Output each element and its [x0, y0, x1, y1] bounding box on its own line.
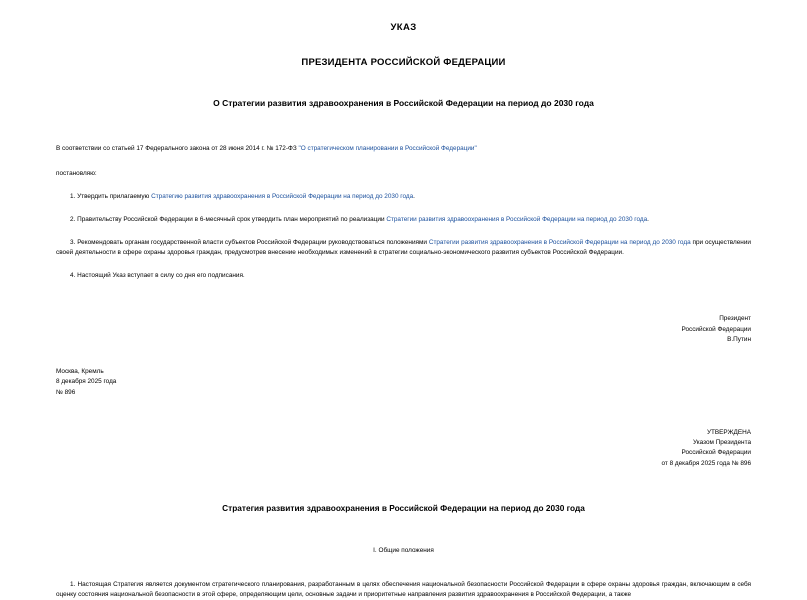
approval-block: [56, 428, 751, 469]
item-3-link[interactable]: Стратегии развития здравоохранения в Российской Федерации на период до 2030 года: [428, 238, 691, 246]
item-2-number: 2.: [70, 215, 78, 223]
item-1-link[interactable]: Стратегию развития здравоохранения в Российской Федерации на период до 2030 года: [151, 192, 414, 200]
date-line: 8 декабря 2025 года: [56, 378, 117, 386]
signature-line-2: Российской Федерации: [681, 325, 751, 333]
place-date-block: [56, 367, 751, 398]
document-title: УКАЗ: [390, 22, 417, 33]
item-1-number: 1.: [70, 192, 78, 200]
item-2-link[interactable]: Стратегии развития здравоохранения в Российской Федерации на период до 2030 года: [386, 215, 648, 223]
signature-line-3: В.Путин: [727, 335, 751, 343]
item-4-number: 4.: [70, 271, 78, 279]
decree-item-1: [56, 192, 751, 202]
item-2-text-after: .: [647, 215, 649, 223]
intro-law-link[interactable]: "О стратегическом планировании в Российской Федерации": [298, 145, 477, 152]
item-3-number: 3.: [70, 238, 78, 246]
item-2-text-before: Правительству Российской Федерации в 6-месячный срок утвердить план мероприятий по реализации: [77, 215, 387, 223]
intro-paragraph: [56, 144, 751, 154]
decree-item-2: [56, 215, 751, 225]
item-3-text-after: при осуществлении своей деятельности в сфере охраны здоровья граждан, предусмотрев внесение необходимых изменений в стратегии социально-экономического развития субъектов Российской Федерации.: [56, 238, 751, 256]
tail-paragraph: 1. Настоящая Стратегия является документом стратегического планирования, разработанным в целях обеспечения национальной безопасности Российской Федерации в сфере охраны здоровья граждан, включающим в себя оценку состояния национальной безопасности в этой сфере, определяющим цели, основные задачи и приоритетные направления развития здравоохранения в Российской Федерации, а также: [56, 580, 751, 599]
title-block: [56, 22, 751, 68]
document-page: [0, 22, 807, 599]
item-1-text-after: .: [413, 192, 415, 200]
signature-block: [56, 314, 751, 345]
number-line: № 896: [56, 388, 76, 396]
decree-item-3: [56, 238, 751, 258]
decree-item-4: [56, 271, 751, 281]
document-heading: О Стратегии развития здравоохранения в Российской Федерации на период до 2030 года: [213, 98, 594, 108]
approval-line-4: от 8 декабря 2025 года № 896: [661, 459, 751, 467]
intro-prefix-text: В соответствии со статьей 17 Федерального закона от 28 июня 2014 г. № 172-ФЗ: [56, 145, 299, 152]
decree-word: постановляю:: [56, 169, 97, 177]
approval-line-2: Указом Президента: [692, 439, 751, 447]
strategy-title: Стратегия развития здравоохранения в Российской Федерации на период до 2030 года: [222, 502, 585, 513]
item-3-text-before: Рекомендовать органам государственной власти субъектов Российской Федерации руководствоваться положениями: [77, 238, 429, 246]
approval-line-1: УТВЕРЖДЕНА: [706, 428, 751, 436]
document-subtitle: ПРЕЗИДЕНТА РОССИЙСКОЙ ФЕДЕРАЦИИ: [301, 57, 506, 68]
section-title: I. Общие положения: [373, 546, 434, 554]
item-4-text: Настоящий Указ вступает в силу со дня его подписания.: [77, 271, 245, 279]
item-1-text-before: Утвердить прилагаемую: [77, 192, 152, 200]
approval-line-3: Российской Федерации: [681, 449, 751, 457]
place-line: Москва, Кремль: [56, 368, 104, 376]
signature-line-1: Президент: [719, 315, 751, 323]
